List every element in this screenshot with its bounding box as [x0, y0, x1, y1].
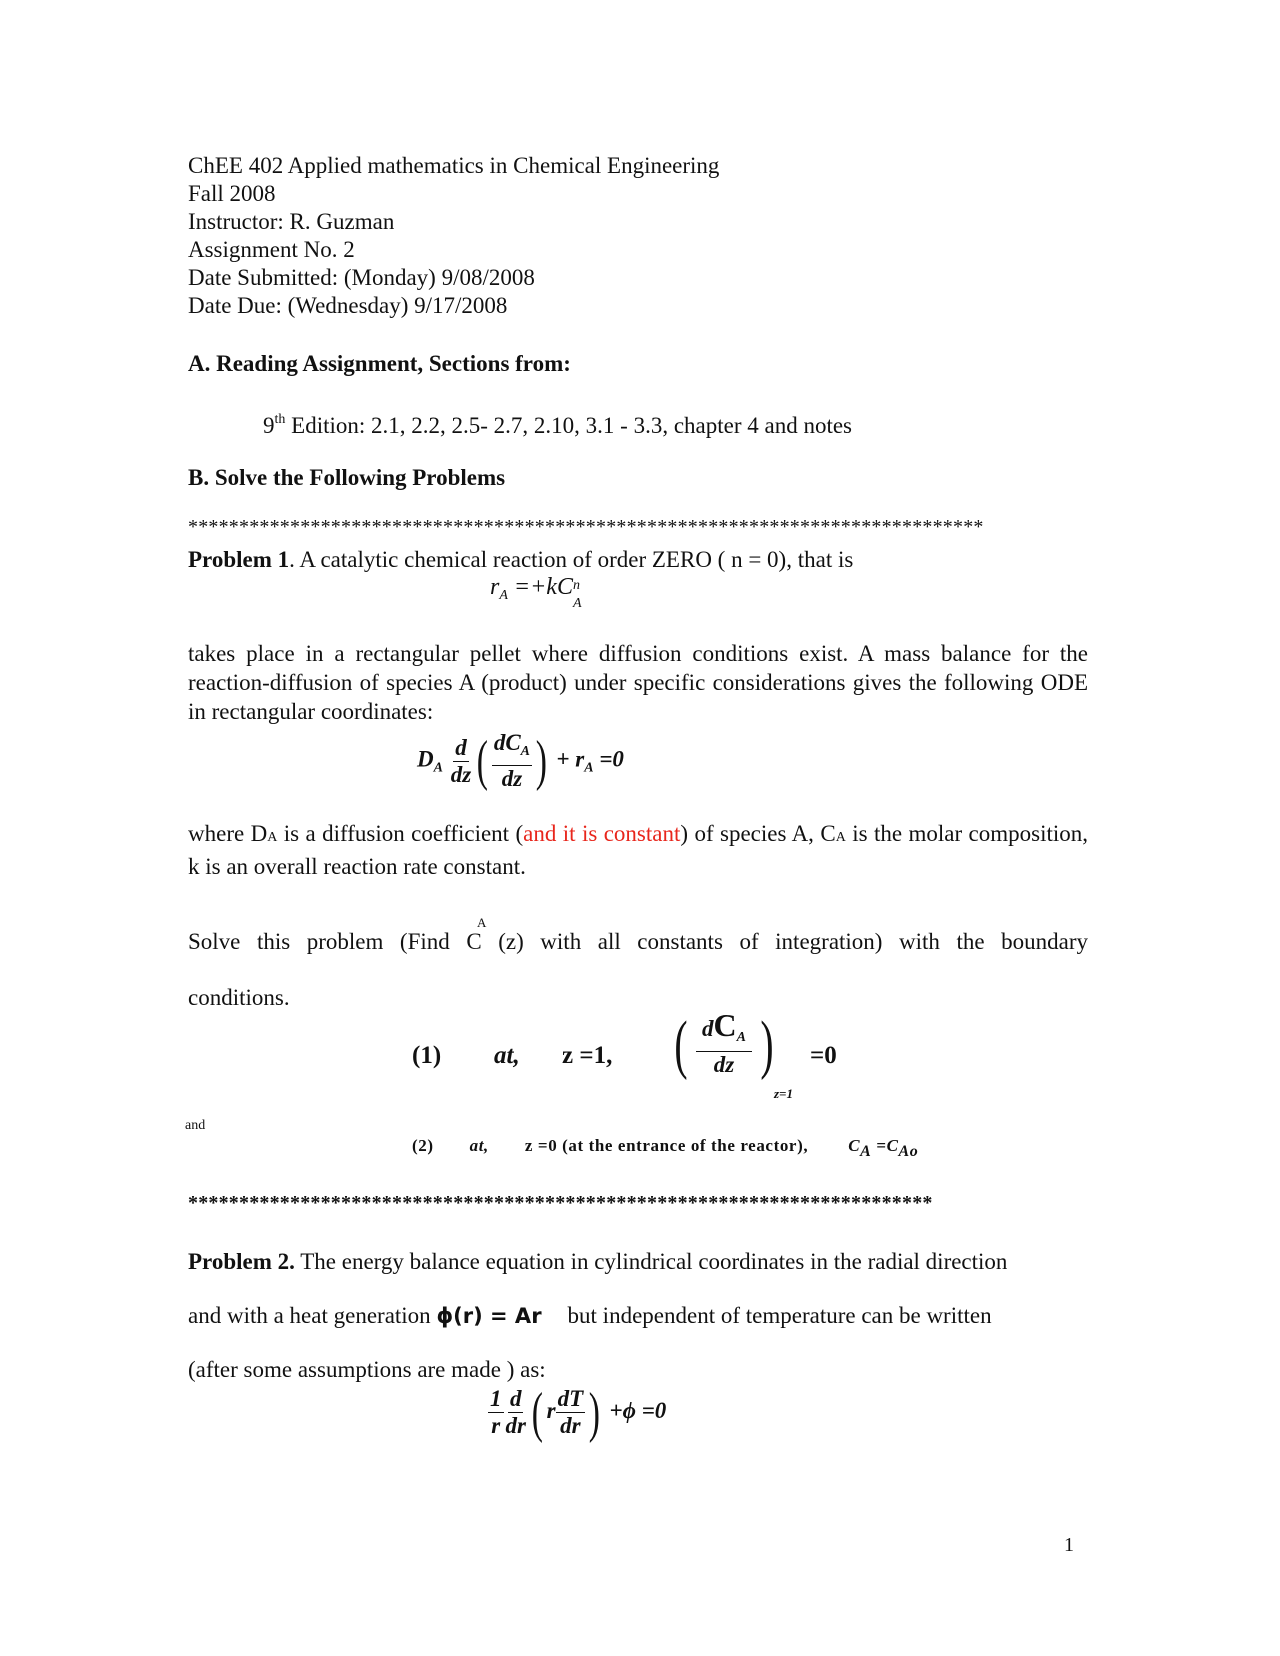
term: Fall 2008 — [188, 181, 276, 206]
problem-2-line-2-a: and with a heat generation — [188, 1303, 437, 1328]
para2-d: is the molar composition, k is an overall reaction rate constant. — [188, 821, 1089, 879]
reading-sections — [263, 406, 852, 440]
problem-2-line-2 — [188, 1302, 992, 1330]
rate-rhs-sub: A — [572, 596, 582, 611]
cyl-num1: 1 — [490, 1386, 502, 1411]
bc1-c-sub: A — [736, 1030, 746, 1045]
bc2-number: (2) — [412, 1136, 434, 1155]
para2-b: is a diffusion coefficient ( — [277, 821, 524, 846]
problem-1-paragraph-2 — [188, 819, 1088, 881]
ode-num2-sub: A — [520, 744, 531, 759]
rate-rhs: =+kC — [513, 574, 573, 600]
edition-number: 9 — [263, 413, 275, 438]
edition-text: Edition: 2.1, 2.2, 2.5- 2.7, 2.10, 3.1 - 3.3, chapter 4 and notes — [285, 413, 853, 438]
section-a-heading: A. Reading Assignment, Sections from: — [188, 351, 571, 376]
section-b-heading: B. Solve the Following Problems — [188, 465, 506, 490]
bc1-at: at, — [494, 1042, 520, 1069]
cyl-rhs: +ϕ =0 — [609, 1397, 667, 1423]
problem-1-intro-text: . A catalytic chemical reaction of order ZERO ( n = 0), that is — [289, 547, 854, 572]
ode-rhs: =0 — [599, 746, 624, 772]
ode-cylindrical: $\frac{1}{r}$ $\frac{d}{dr}$ ( r $\frac{dT}{dr}$ ) +ϕ =0 — [490, 1381, 667, 1444]
ode-den1: dz — [450, 761, 472, 787]
bc1-dz: dz — [713, 1052, 735, 1077]
date-submitted: Date Submitted: (Monday) 9/08/2008 — [188, 265, 535, 290]
para2-a-sub: A — [267, 830, 278, 845]
ode-num1: d — [455, 734, 467, 760]
assignment-number: Assignment No. 2 — [188, 237, 355, 262]
bc1-number: (1) — [412, 1042, 442, 1069]
bc1-c: C — [713, 1007, 737, 1043]
ode-coef-sub: A — [433, 760, 443, 776]
constant-highlight: and it is constant — [523, 821, 681, 846]
para2-a: where D — [188, 821, 268, 846]
course-title: ChEE 402 Applied mathematics in Chemical Engineering — [188, 153, 720, 178]
problem-1-label: Problem 1 — [188, 547, 290, 572]
bc1-evaluation: z=1 — [774, 1086, 793, 1101]
bc2-c: C — [848, 1136, 861, 1155]
solve-superscript: A — [477, 915, 487, 930]
solve-instruction: Solve this problem (Find C (z) with all constants of integration) with the boundary — [188, 929, 1088, 954]
problem-2-line-1 — [188, 1248, 1007, 1276]
bc2-eq-sub: Ao — [898, 1143, 919, 1160]
cyl-den2: dr — [505, 1413, 526, 1438]
date-due: Date Due: (Wednesday) 9/17/2008 — [188, 293, 508, 318]
cyl-num2: d — [509, 1386, 522, 1411]
edition-superscript: th — [274, 412, 286, 427]
problem-2-line-3: (after some assumptions are made ) as: — [188, 1357, 546, 1382]
separator-1: ****************************************************************************** — [188, 516, 984, 538]
cyl-den1: r — [491, 1413, 501, 1438]
ode-den2: dz — [501, 766, 523, 791]
bc2-eq: =C — [871, 1136, 899, 1155]
separator-2: ************************************************************************* — [188, 1192, 933, 1214]
bc2-at: at, — [469, 1136, 489, 1155]
ode-plus-term: + r — [556, 746, 585, 772]
bc2-text: z =0 (at the entrance of the reactor), — [524, 1136, 809, 1155]
heat-generation-expression: = Ar — [482, 1304, 542, 1328]
ode-coef: D — [417, 746, 434, 772]
problem-2-label: Problem 2. — [188, 1249, 295, 1274]
ode-rectangular: $D_A$ $\frac{d}{dz}$ ( $\frac{dC_A}{dz}$ ) + $r_A =0$ — [417, 730, 624, 792]
page-number: 1 — [1064, 1534, 1074, 1556]
bc1-derivative: ( $\frac{dC_A}{dz}$ ) — [674, 1007, 774, 1081]
ode-num2: dC — [493, 730, 521, 755]
problem-1-paragraph-1: takes place in a rectangular pellet where diffusion conditions exist. A mass balance for the reaction-diffusion of species A (product) under specific considerations gives the following ODE in rectangular coordinates: — [188, 641, 1088, 724]
rate-lhs: r — [490, 574, 500, 600]
bc1-d: d — [701, 1016, 714, 1041]
bc1-z: z =1, — [562, 1042, 613, 1069]
problem-2-line-2-b: but independent of temperature can be written — [567, 1303, 992, 1328]
para2-c: ) of species A, C — [680, 821, 836, 846]
para2-c-sub: A — [835, 830, 846, 845]
conditions-word: conditions. — [188, 985, 290, 1010]
rate-order: n — [572, 578, 580, 593]
ode-plus-sub: A — [584, 760, 594, 776]
rate-lhs-sub: A — [499, 588, 508, 603]
problem-1-intro — [188, 546, 853, 574]
cyl-r: r — [546, 1397, 556, 1423]
cyl-den3: dr — [560, 1413, 581, 1438]
and-word: and — [185, 1118, 206, 1133]
problem-2-line-1-text: The energy balance equation in cylindrical coordinates in the radial direction — [294, 1249, 1008, 1274]
bc2-c-sub: A — [860, 1143, 872, 1160]
bc1-rhs: =0 — [810, 1042, 837, 1069]
rate-equation — [490, 574, 583, 611]
boundary-condition-2 — [412, 1136, 918, 1161]
heat-generation-symbol: ϕ(r) — [436, 1304, 483, 1328]
cyl-num3: dT — [557, 1386, 584, 1411]
instructor: Instructor: R. Guzman — [188, 209, 395, 234]
